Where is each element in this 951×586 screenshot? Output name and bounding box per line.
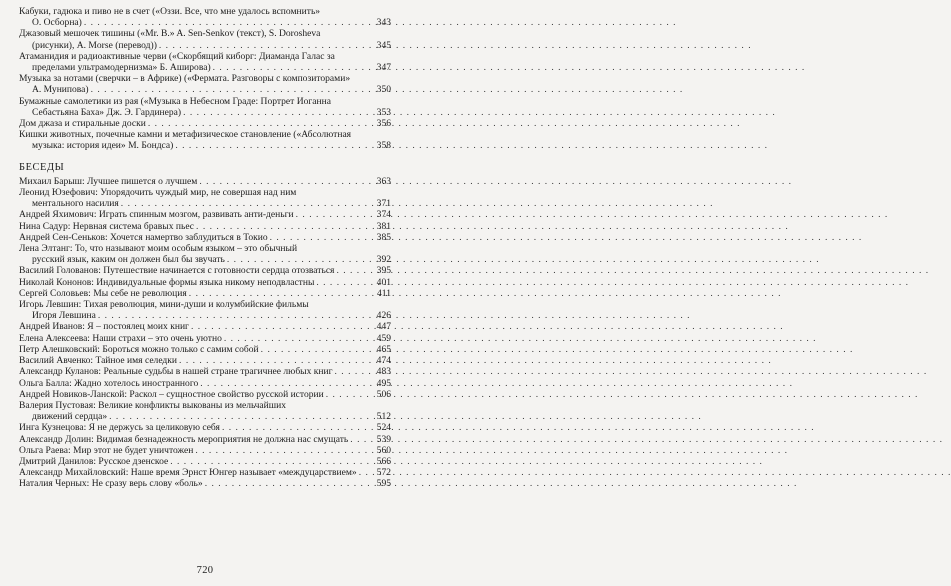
toc-entry-text: Николай Кононов: Индивидуальные формы языка никому неподвластны — [19, 276, 315, 288]
toc-entry-text: Музыка за нотами (сверчки – в Африке) («Фермата. Разговоры с композиторами» — [19, 73, 351, 85]
toc-entry — [19, 400, 391, 422]
dot-leader — [359, 467, 371, 478]
toc-page-number: 343 — [376, 17, 391, 29]
toc-entry — [19, 333, 391, 344]
toc-page-number: 447 — [376, 321, 391, 333]
toc-entry-line — [19, 456, 391, 467]
dot-leader — [261, 344, 371, 355]
toc-entry-text: Александр Михайловский: Наше время Эрнст Юнгер называет «междуцарствием» — [19, 467, 357, 479]
toc-entry-text: Александр Долин: Видимая безнадежность мероприятия не должна нас смущать — [19, 433, 349, 445]
toc-page-number: 474 — [376, 355, 391, 367]
toc-entry-line — [19, 17, 391, 28]
toc-entry — [19, 467, 391, 478]
toc-entry-line — [19, 389, 391, 400]
dot-leader — [84, 17, 371, 28]
toc-entry-text: Валерия Пустовая: Великие конфликты выкованы из мельчайших — [19, 399, 287, 411]
toc-page-number: 506 — [376, 388, 391, 400]
dot-leader — [121, 198, 371, 209]
toc-entry-line — [19, 378, 391, 389]
toc-page-number: 358 — [376, 140, 391, 152]
toc-entry — [19, 288, 391, 299]
toc-entry-text: Кабуки, гадюка и пиво не в счет («Оззи. Все, что мне удалось вспомнить» — [19, 6, 321, 17]
toc-page-number: 345 — [376, 39, 391, 51]
toc-entry — [19, 176, 391, 187]
dot-leader — [316, 277, 371, 288]
dot-leader — [109, 411, 371, 422]
toc-entry-text: Бумажные самолетики из рая («Музыка в Небесном Граде: Портрет Иоганна — [19, 95, 331, 107]
toc-entry — [19, 51, 391, 73]
toc-entry — [19, 232, 391, 243]
interview-list — [19, 176, 391, 490]
toc-entry-line — [19, 299, 391, 310]
toc-page-number: 392 — [376, 254, 391, 266]
dot-leader — [224, 333, 371, 344]
toc-entry-line — [19, 288, 391, 299]
dot-leader — [227, 254, 371, 265]
toc-page-number: 512 — [376, 411, 391, 423]
dot-leader — [183, 107, 371, 118]
dot-leader — [200, 378, 371, 389]
toc-entry-line — [19, 40, 391, 51]
toc-page-number: 595 — [376, 478, 391, 490]
toc-page-number: 495 — [376, 377, 391, 389]
toc-page-number: 347 — [376, 62, 391, 74]
toc-entry-text: Петр Алешковский: Бороться можно только с самим собой — [19, 343, 259, 355]
toc-entry-text: музыка: история идеи» М. Бондса) — [32, 140, 174, 152]
toc-entry-text: Андрей Сен-Сеньков: Хочется намертво заблудиться в Токио — [19, 231, 268, 243]
dot-leader — [196, 221, 371, 232]
toc-page-number: 566 — [376, 455, 391, 467]
toc-entry-line — [19, 243, 391, 254]
dot-leader — [336, 265, 371, 276]
toc-entry — [19, 478, 391, 489]
toc-page-number: 539 — [376, 433, 391, 445]
toc-page-number: 560 — [376, 444, 391, 456]
toc-page-number: 465 — [376, 343, 391, 355]
dot-leader — [159, 40, 371, 51]
toc-page-number: 483 — [376, 366, 391, 378]
toc-entry-text: Нина Садур: Нервная система бравых пьес — [19, 220, 195, 232]
table-of-contents — [19, 6, 391, 490]
toc-entry-text: Игорь Левшин: Тихая революция, мини-души и колумбийские фильмы — [19, 299, 309, 311]
toc-page-number: 426 — [376, 310, 391, 322]
toc-page-number: 401 — [376, 276, 391, 288]
toc-entry-line — [19, 129, 391, 140]
toc-entry-line — [19, 232, 391, 243]
dot-leader — [195, 445, 371, 456]
toc-entry-line — [19, 221, 391, 232]
toc-entry-line — [19, 107, 391, 118]
toc-entry-line — [19, 277, 391, 288]
toc-entry-line — [19, 51, 391, 62]
toc-entry — [19, 221, 391, 232]
toc-entry-line — [19, 118, 391, 129]
dot-leader — [199, 176, 371, 187]
toc-entry-text: Александр Куланов: Реальные судьбы в нашей стране трагичнее любых книг — [19, 366, 333, 378]
dot-leader — [205, 478, 371, 489]
toc-entry-line — [19, 411, 391, 422]
toc-entry-text: пределами ультрамодернизма» Б. Аширова) — [32, 62, 211, 74]
toc-entry — [19, 422, 391, 433]
dot-leader — [148, 118, 371, 129]
toc-entry-line — [19, 333, 391, 344]
toc-page-number: 524 — [376, 422, 391, 434]
toc-entry-line — [19, 84, 391, 95]
toc-entry — [19, 299, 391, 321]
toc-entry-text: Андрей Иванов: Я – постоялец моих книг — [19, 321, 189, 333]
toc-entry-text: Михаил Барыш: Лучшее пишется о лучшем — [19, 175, 198, 187]
dot-leader — [189, 288, 371, 299]
toc-entry-line — [19, 28, 391, 39]
toc-entry-line — [19, 445, 391, 456]
toc-entry-line — [19, 434, 391, 445]
toc-entry-text: Сергей Соловьев: Мы себе не революция — [19, 287, 187, 299]
section-title: БЕСЕДЫ — [19, 161, 65, 173]
toc-page-number: 350 — [376, 84, 391, 96]
dot-leader — [335, 366, 371, 377]
dot-leader — [213, 62, 371, 73]
toc-entry-text: движений сердца» — [32, 411, 108, 423]
toc-page-number: 374 — [376, 209, 391, 221]
page-number: 720 — [196, 565, 214, 576]
toc-entry-line — [19, 73, 391, 84]
toc-page-number: 356 — [376, 118, 391, 130]
toc-entry — [19, 209, 391, 220]
dot-leader — [175, 140, 371, 151]
dot-leader — [296, 209, 371, 220]
toc-page-number: 371 — [376, 198, 391, 210]
dot-leader — [179, 355, 371, 366]
toc-entry — [19, 321, 391, 332]
toc-entry-line — [19, 355, 391, 366]
dot-leader — [191, 321, 371, 332]
toc-entry-text: Инга Кузнецова: Я не держусь за целиковую себя — [19, 422, 220, 434]
toc-entry-text: Джазовый мешочек тишины («Mr. B.» A. Sen-Senkov (текст), S. Dorosheva — [19, 28, 321, 40]
toc-entry-text: Леонид Юзефович: Упорядочить чуждый мир, не совершая над ним — [19, 187, 297, 199]
toc-entry-line — [19, 62, 391, 73]
dot-leader — [170, 456, 371, 467]
toc-entry-line — [19, 176, 391, 187]
toc-entry-text: Андрей Новиков-Ланской: Раскол – сущностное свойство русской истории — [19, 388, 324, 400]
essay-list — [19, 6, 391, 152]
dot-leader — [222, 422, 371, 433]
toc-entry-line — [19, 6, 391, 17]
toc-entry-text: Ольга Балла: Жадно хотелось иностранного — [19, 377, 199, 389]
toc-entry — [19, 355, 391, 366]
toc-entry-text: русский язык, каким он должен был бы звучать — [32, 254, 225, 266]
dot-leader — [98, 310, 371, 321]
toc-entry-line — [19, 344, 391, 355]
toc-page-number: 572 — [376, 467, 391, 479]
toc-page-number: 459 — [376, 332, 391, 344]
dot-leader — [326, 389, 371, 400]
toc-page-number: 395 — [376, 265, 391, 277]
toc-entry-line — [19, 265, 391, 276]
toc-page-number: 385 — [376, 231, 391, 243]
toc-entry — [19, 277, 391, 288]
toc-entry-line — [19, 467, 391, 478]
toc-entry-line — [19, 400, 391, 411]
dot-leader — [91, 84, 371, 95]
toc-entry — [19, 389, 391, 400]
toc-entry-text: Елена Алексеева: Наши страхи – это очень уютно — [19, 332, 222, 344]
toc-entry-text: Наталия Черных: Не сразу верь слову «боль» — [19, 478, 203, 490]
toc-entry-line — [19, 321, 391, 332]
toc-entry — [19, 28, 391, 50]
toc-entry — [19, 243, 391, 265]
toc-page-number: 363 — [376, 175, 391, 187]
toc-entry-text: Василий Авченко: Тайное имя селедки — [19, 355, 178, 367]
toc-entry — [19, 344, 391, 355]
toc-entry-line — [19, 422, 391, 433]
toc-entry-line — [19, 96, 391, 107]
toc-entry-text: А. Мунипова) — [32, 84, 89, 96]
toc-entry-text: Дмитрий Данилов: Русское дзенское — [19, 455, 169, 467]
toc-entry — [19, 118, 391, 129]
toc-entry — [19, 366, 391, 377]
toc-entry — [19, 265, 391, 276]
toc-entry-line — [19, 209, 391, 220]
dot-leader — [350, 434, 371, 445]
toc-page-number: 353 — [376, 106, 391, 118]
toc-entry-line — [19, 140, 391, 151]
toc-entry-text: Ольга Раева: Мир этот не будет уничтожен — [19, 444, 194, 456]
toc-entry — [19, 73, 391, 95]
dot-leader — [270, 232, 371, 243]
toc-entry-text: Атаманидия и радиоактивные черви («Скорбящий киборг: Диаманда Галас за — [19, 50, 335, 62]
toc-entry-text: ментального насилия — [32, 198, 119, 210]
toc-entry — [19, 434, 391, 445]
toc-entry — [19, 96, 391, 118]
toc-entry-text: Василий Голованов: Путешествие начинается с готовности сердца отозваться — [19, 265, 335, 277]
toc-entry-text: О. Осборна) — [32, 17, 82, 29]
toc-entry — [19, 445, 391, 456]
toc-entry-text: Игоря Левшина — [32, 310, 96, 322]
toc-entry-line — [19, 187, 391, 198]
toc-entry-text: Кишки животных, почечные камни и метафизическое становление («Абсолютная — [19, 129, 352, 141]
toc-entry-line — [19, 366, 391, 377]
toc-entry — [19, 187, 391, 209]
toc-entry-line — [19, 198, 391, 209]
toc-entry-text: Андрей Яхимович: Играть спинным мозгом, развивать анти-деньги — [19, 209, 294, 221]
toc-entry — [19, 456, 391, 467]
toc-entry — [19, 378, 391, 389]
toc-page-number: 381 — [376, 220, 391, 232]
toc-entry-text: Дом джаза и стиральные доски — [19, 118, 146, 130]
toc-entry — [19, 129, 391, 151]
toc-entry-text: (рисунки), A. Morse (перевод)) — [32, 39, 157, 51]
toc-entry-text: Лена Элтанг: То, что называют моим особым языком – это обычный — [19, 243, 298, 255]
toc-entry-line — [19, 310, 391, 321]
toc-entry-text: Себастьяна Баха» Дж. Э. Гардинера) — [32, 106, 182, 118]
toc-entry-line — [19, 254, 391, 265]
toc-entry-line — [19, 478, 391, 489]
toc-entry — [19, 6, 391, 28]
toc-page-number: 411 — [377, 287, 391, 299]
